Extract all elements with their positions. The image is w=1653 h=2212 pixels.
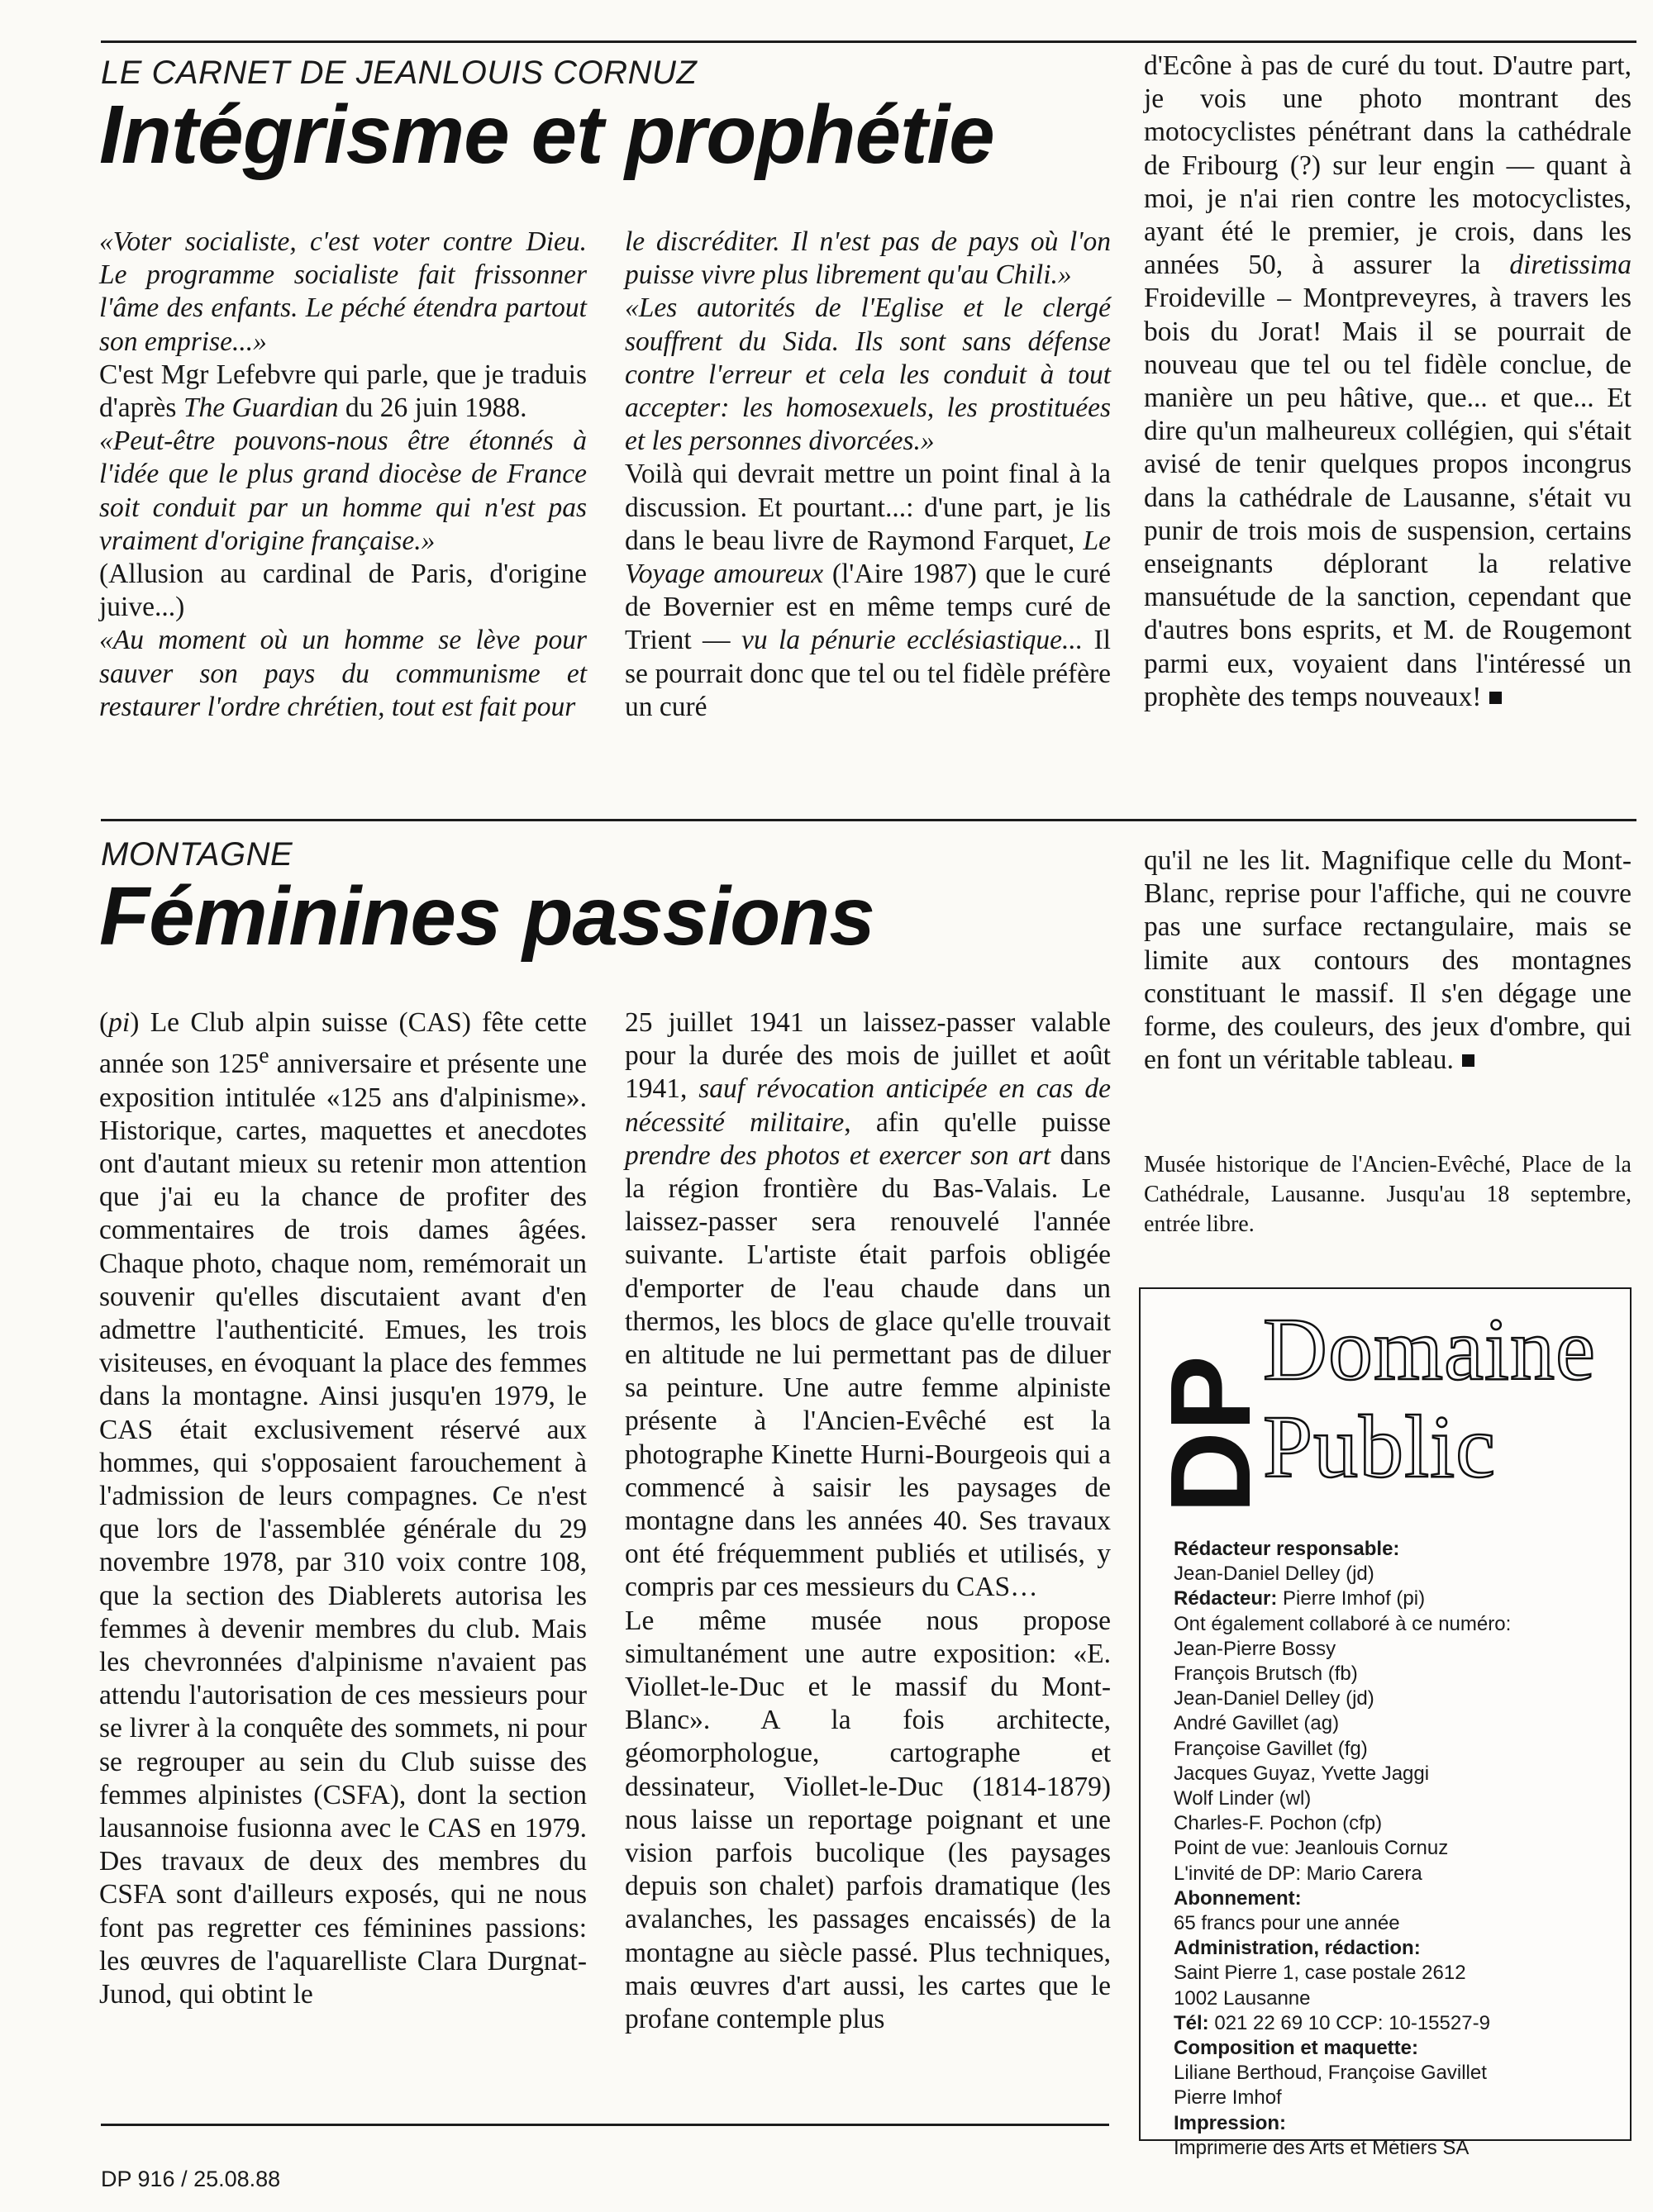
text-run: d'Ecône à pas de curé du tout. D'autre part, je vois une photo montrant des motocyclistes pénétrant dans la cathédrale de Fribourg (?) sur leur engin — quant à moi, je n'ai rien contre les motocyclistes, ayant été le premier, je crois, dans les années 50, à assurer la (1144, 50, 1632, 281)
staff-text: Point de vue: Jeanlouis Cornuz (1174, 1837, 1449, 1860)
staff-text: Jean-Pierre Bossy (1174, 1637, 1336, 1660)
article2-column-1 (99, 1006, 587, 2011)
staff-text: Jean-Daniel Delley (jd) (1174, 1563, 1374, 1586)
end-mark-icon (1489, 692, 1502, 704)
staff-label: Tél: (1174, 2011, 1209, 2034)
staff-line (1174, 2011, 1620, 2036)
staff-line (1174, 1911, 1620, 1936)
staff-line (1174, 1936, 1620, 1961)
staff-line (1174, 2036, 1620, 2061)
staff-label: Composition et maquette: (1174, 2037, 1419, 2060)
staff-text: Pierre Imhof (1174, 2086, 1282, 2110)
staff-line (1174, 2086, 1620, 2110)
staff-line (1174, 1811, 1620, 1836)
staff-line (1174, 1612, 1620, 1637)
section-rule (101, 819, 1636, 821)
staff-line (1174, 1886, 1620, 1911)
logo-word-public: Public (1263, 1398, 1497, 1496)
text-paragraph (625, 1006, 1111, 1605)
text-run: Froideville – Montpreveyres, à travers les bois du Jorat! Mais il se pourrait de nouveau que tel ou tel fidèle conclue, de manière un peu hâtive, que... et que... Et dire qu'un malheureux collégien, qui s'était avisé de tenir quelques propos incongrus dans la cathédrale de Lausanne, s'était vu punir de trois mois de suspension, certains enseignants déplorant la relative mansuétude de la sanction, cependant que d'autres bons esprits, et M. de Rougemont parmi eux, voyaient dans l'intéressé un prophète des temps nouveaux! (1144, 283, 1632, 712)
staff-line (1174, 1762, 1620, 1786)
text-run: anniversaire et présente une exposition intitulée «125 ans d'alpinisme». Historique, cartes, maquettes et anecdotes ont d'autant mieux su retenir mon attention que j'ai eu la chance de profiter des commentaires de trois dames âgées. Chaque photo, chaque nom, remémorait un souvenir qu'elles discutaient avant d'en admettre l'authenticité. Emues, les trois visiteuses, en évoquant la place des femmes dans la montagne. Ainsi jusqu'en 1979, le CAS était exclusivement réservé aux hommes, qui s'opposaient farouchement à l'admission de leurs compagnes. Ce n'est que lors de l'assemblée générale du 29 novembre 1978, par 310 voix contre 108, que la section des Diablerets autorisa les femmes à devenir membres du club. Mais les chevronnées d'alpinisme n'avaient pas attendu l'autorisation de ces messieurs pour se livrer à la conquête des sommets, ni pour se regrouper au sein du Club suisse des femmes alpinistes (CSFA), dont la section lausannoise fusionna avec le CAS en 1979. Des travaux de deux des membres du CSFA sont d'ailleurs exposés, qui ne nous font pas regretter ces féminines passions: les œuvres de l'aquarelliste Clara Durgnat-Junod, qui obtint le (99, 1049, 587, 2010)
text-run: qu'il ne les lit. Magnifique celle du Mont-Blanc, reprise pour l'affiche, qui ne couvre pas une surface rectangulaire, mais se limite aux contours des montagnes constituant le massif. Il s'en dégage une forme, des couleurs, des jeux d'ombre, qui en font un véritable tableau. (1144, 845, 1632, 1076)
staff-line (1174, 2136, 1620, 2161)
text-run: (l'Aire 1987) que le curé de Bovernier est en même temps curé de Trient — (625, 559, 1111, 656)
staff-line (1174, 1786, 1620, 1811)
top-rule (101, 40, 1636, 43)
staff-line (1174, 1836, 1620, 1861)
end-mark-icon (1462, 1054, 1474, 1067)
staff-line (1174, 1711, 1620, 1736)
staff-label: Rédacteur responsable: (1174, 1538, 1400, 1560)
staff-text: François Brutsch (fb) (1174, 1663, 1358, 1686)
staff-list (1174, 1537, 1620, 2161)
text-run: du 26 juin 1988. (338, 392, 527, 424)
staff-line (1174, 1562, 1620, 1586)
staff-text: Saint Pierre 1, case postale 2612 (1174, 1962, 1466, 1985)
article1-kicker: LE CARNET DE JEANLOUIS CORNUZ (101, 55, 698, 91)
staff-text: André Gavillet (ag) (1174, 1712, 1340, 1735)
staff-line (1174, 1662, 1620, 1686)
staff-line (1174, 2111, 1620, 2136)
text-run: C'est Mgr Lefebvre qui parle, que je traduis d'après (99, 359, 587, 424)
staff-text: 021 22 69 10 CCP: 10-15527-9 (1208, 2011, 1490, 2034)
dp-logo-letters: DP (1147, 1355, 1274, 1514)
exhibition-info: Musée historique de l'Ancien-Evêché, Place de la Cathédrale, Lausanne. Jusqu'au 18 septembre, entrée libre. (1144, 1152, 1632, 1237)
dp-logo (1147, 1299, 1274, 1522)
staff-label: Administration, rédaction: (1174, 1937, 1421, 1960)
staff-text: 1002 Lausanne (1174, 1986, 1311, 2010)
staff-text: L'invité de DP: Mario Carera (1174, 1862, 1422, 1885)
newspaper-title: The Guardian (183, 392, 339, 424)
text-paragraph (1144, 50, 1632, 714)
article2-title: Féminines passions (99, 870, 874, 963)
quote-paragraph: «Voter socialiste, c'est voter contre Dieu. Le programme socialiste fait frissonner l'âme des enfants. Le péché étendra partout son emprise...» (99, 226, 587, 357)
italic-run: sauf révocation anticipée en cas de nécessité militaire (625, 1073, 1111, 1138)
text-run: Voilà qui devrait mettre un point final à la discussion. Et pourtant...: d'une part, je lis dans le beau livre de Raymond Farquet, (625, 459, 1111, 556)
staff-text: Jean-Daniel Delley (jd) (1174, 1687, 1374, 1710)
staff-label: Abonnement: (1174, 1886, 1302, 1910)
staff-line (1174, 1961, 1620, 1986)
italic-run: prendre des photos et exercer son art (625, 1139, 1051, 1171)
text-run: ) Le Club alpin suisse (CAS) fête cette année son 125 (99, 1007, 587, 1080)
staff-line (1174, 1537, 1620, 1562)
author-initials: pi (108, 1007, 131, 1038)
staff-text: Françoise Gavillet (fg) (1174, 1737, 1368, 1760)
staff-label: Rédacteur: (1174, 1587, 1278, 1610)
book-title: Le Voyage amoureux (625, 525, 1111, 590)
text-run: dans la région frontière du Bas-Valais. Le laissez-passer sera renouvelé l'année suivante. L'artiste était parfois obligée d'emporter de l'eau chaude dans un thermos, les blocs de glace qu'elle trouvait en altitude ne lui permettant pas de diluer sa peinture. Une autre femme alpiniste présente à l'Ancien-Evêché est la photographe Kinette Hurni-Bourgeois qui a commencé à saisir les paysages de montagne dans les années 40. Ses travaux ont été fréquemment publiés et utilisés, y compris par ces messieurs du CAS… (625, 1139, 1111, 1603)
quote-paragraph: «Les autorités de l'Eglise et le clergé souffrent du Sida. Ils sont sans défense contre l'erreur et cela les conduit à tout accepter: les homosexuels, les prostituées et les personnes divorcées.» (625, 293, 1111, 457)
article1-column-3 (1144, 50, 1632, 714)
article2-column-3 (1144, 844, 1632, 1077)
staff-text: Jacques Guyaz, Yvette Jaggi (1174, 1762, 1430, 1785)
italic-run: vu la pénurie ecclésiastique... (741, 625, 1084, 656)
staff-text: Imprimerie des Arts et Métiers SA (1174, 2136, 1470, 2159)
staff-line (1174, 2061, 1620, 2086)
staff-text: Wolf Linder (wl) (1174, 1787, 1312, 1810)
staff-line (1174, 1637, 1620, 1662)
staff-line (1174, 1686, 1620, 1711)
text-run: 25 juillet 1941 un laissez-passer valable pour la durée des mois de juillet et août 1941, (625, 1007, 1111, 1105)
staff-label: Impression: (1174, 2111, 1287, 2134)
issue-footer: DP 916 / 25.08.88 (101, 2167, 281, 2191)
staff-text: Charles-F. Pochon (cfp) (1174, 1812, 1383, 1835)
text-paragraph (1144, 844, 1632, 1077)
article1-column-2 (625, 226, 1111, 724)
bottom-rule (101, 2124, 1109, 2126)
quote-paragraph: «Peut-être pouvons-nous être étonnés à l'idée que le plus grand diocèse de France soit conduit par un homme qui n'est pas vraiment d'origine française.» (99, 426, 587, 556)
staff-text: Ont également collaboré à ce numéro: (1174, 1612, 1512, 1635)
quote-paragraph: «Au moment où un homme se lève pour sauver son pays du communisme et restaurer l'ordre chrétien, tout est fait pour (99, 625, 587, 722)
article2-column-2 (625, 1006, 1111, 2036)
quote-paragraph: le discréditer. Il n'est pas de pays où l'on puisse vivre plus librement qu'au Chili.» (625, 226, 1111, 291)
staff-line (1174, 1586, 1620, 1611)
staff-line (1174, 1986, 1620, 2011)
text-run: Il se pourrait donc que tel ou tel fidèle préfère un curé (625, 625, 1111, 722)
article1-column-1 (99, 226, 587, 724)
staff-text: Pierre Imhof (pi) (1277, 1587, 1426, 1610)
text-paragraph (625, 458, 1111, 724)
italic-run: diretissima (1509, 250, 1632, 281)
staff-line (1174, 1737, 1620, 1762)
text-paragraph (99, 1006, 587, 2011)
staff-line (1174, 1862, 1620, 1886)
article2-kicker: MONTAGNE (101, 836, 293, 873)
masthead-box (1139, 1287, 1632, 2159)
article1-title: Intégrisme et prophétie (99, 88, 994, 181)
text-run: ( (99, 1007, 109, 1038)
text-paragraph: Le même musée nous propose simultanément une autre exposition: «E. Viollet-le-Duc et le massif du Mont-Blanc». A la fois architecte, géomorphologue, cartographe et dessinateur, Viollet-le-Duc (1814-1879) nous laisse un reportage poignant et une vision parfois bucolique (les paysages depuis son chalet) parfois dramatique (les avalanches, les passages encaissés) de la montagne au siècle passé. Plus techniques, mais œuvres d'art aussi, les cartes que le profane contemple plus (625, 1605, 1111, 2035)
text-run: , afin qu'elle puisse (844, 1106, 1111, 1138)
logo-word-domaine: Domaine (1263, 1301, 1596, 1399)
text-paragraph (99, 359, 587, 425)
text-paragraph: (Allusion au cardinal de Paris, d'origine juive...) (99, 559, 587, 623)
superscript: e (259, 1043, 269, 1069)
staff-text: 65 francs pour une année (1174, 1912, 1400, 1935)
staff-text: Liliane Berthoud, Françoise Gavillet (1174, 2062, 1487, 2085)
